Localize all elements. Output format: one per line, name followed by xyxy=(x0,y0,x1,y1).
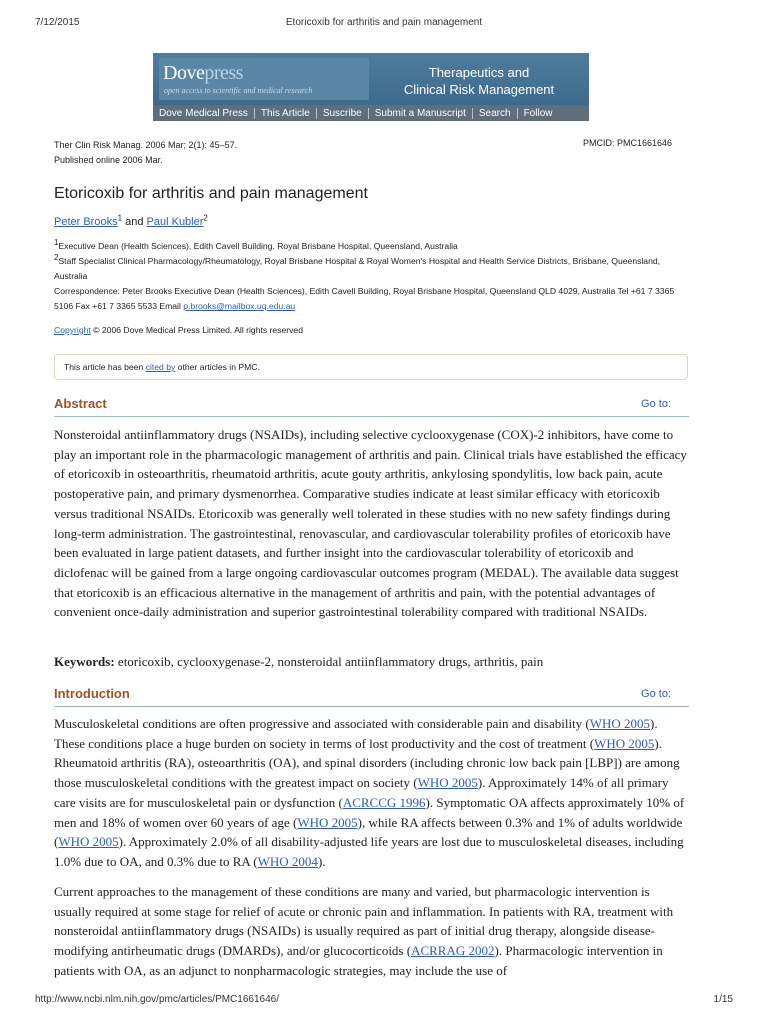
author-link-peter-brooks[interactable]: Peter Brooks xyxy=(54,216,118,228)
nav-subscribe[interactable]: Suscribe xyxy=(316,108,368,119)
cited-by-box: This article has been cited by other articles in PMC. xyxy=(54,354,688,380)
journal-name[interactable]: Therapeutics and Clinical Risk Management xyxy=(403,65,555,97)
correspondence: Correspondence: Peter Brooks Executive Dean (Health Sciences), Edith Cavell Building, Royal Brisbane Hospital, Queensland QLD 4029, Australia Tel +61 7 3365 5106 Fax +61 7 3365 5533 Email p.brooks@mailbox.uq.edu.au xyxy=(54,286,675,311)
keywords: Keywords: etoricoxib, cyclooxygenase-2, nonsteroidal antiinflammatory drugs, arthritis, pain xyxy=(54,654,544,669)
logo-dove: Dove xyxy=(163,62,205,84)
ref-link-who-2005[interactable]: WHO 2005 xyxy=(589,716,651,731)
article-title: Etoricoxib for arthritis and pain management xyxy=(54,185,368,202)
author-list: Peter Brooks$^1$ and Paul Kubler$^2$ xyxy=(54,213,208,228)
print-url: http://www.ncbi.nlm.nih.gov/pmc/articles/PMC1661646/ xyxy=(35,994,279,1005)
logo-press: press xyxy=(204,62,243,84)
affiliation-2: $^2$Staff Specialist Clinical Pharmacology/Rheumatology, Royal Brisbane Hospital & Royal Women's Hospital and Health Service Districts, Brisbane, Queensland, Australia xyxy=(54,253,661,281)
introduction-heading-bar xyxy=(54,686,689,707)
author-link-paul-kubler[interactable]: Paul Kubler xyxy=(146,216,204,228)
logo-tagline: open access to scientific and medical research xyxy=(164,86,313,95)
affiliations xyxy=(54,239,684,314)
ref-link-acrccg-1996[interactable]: ACRCCG 1996 xyxy=(342,794,426,810)
intro-paragraph-2: Current approaches to the management of these conditions are many and varied, but pharmacologic intervention is usually required at some stage for relief of acute or chronic pain and inflammation. In patients with RA, treatment with nonsteroidal antiinflammatory drugs (NSAIDs) is usually required as part of initial drug therapy, alongside disease-modifying antirheumatic drugs (DMARDs), and/or glucocorticoids (ACRRAG 2002). Pharmacologic intervention in patients with OA, as an adjunct to nonpharmacologic strategies, may include the use of xyxy=(54,884,674,978)
ref-link-who-2005[interactable]: WHO 2005 xyxy=(58,834,119,850)
dovepress-logo[interactable] xyxy=(159,58,369,100)
nav-this-article[interactable]: This Article xyxy=(254,108,316,119)
print-footer xyxy=(35,994,733,1008)
ref-link-who-2005[interactable]: WHO 2005 xyxy=(417,775,478,791)
nav-submit-manuscript[interactable]: Submit a Manuscript xyxy=(368,108,472,119)
abstract-text: Nonsteroidal antiinflammatory drugs (NSAIDs), including selective cyclooxygenase (COX)-2 inhibitors, have come to play an important role in the pharmacologic management of arthritis and pain. Clinical trials have established the efficacy of etoricoxib in osteoarthritis, rheumatoid arthritis, acute gouty arthritis, ankylosing spondylitis, low back pain, acute postoperative pain, and primary dysmenorrhea. Comparative studies indicate at least similar efficacy with etoricoxib versus traditional NSAIDs. Etoricoxib was generally well tolerated in these studies with no new safety findings during long-term administration. The gastrointestinal, renovascular, and cardiovascular tolerability profiles of etoricoxib have been evaluated in large patient datasets, and further insight into the cardiovascular tolerability of etoricoxib and diclofenac will be gained from a large ongoing cardiovascular outcomes program (MEDAL). The available data suggest that etoricoxib is an efficacious alternative in the management of arthritis and pain, with the potential advantages of convenient once-daily administration and superior gastrointestinal tolerability compared with traditional NSAIDs. xyxy=(54,427,687,620)
ref-link-who-2005[interactable]: WHO 2005 xyxy=(297,814,358,830)
ref-link-acrrag-2002[interactable]: ACRRAG 2002 xyxy=(411,943,495,959)
introduction-heading: Introduction xyxy=(54,686,130,701)
abstract-heading-bar xyxy=(54,396,689,417)
journal-nav xyxy=(153,105,589,121)
email-link[interactable]: p.brooks@mailbox.uq.edu.au xyxy=(183,301,296,311)
introduction-goto-link[interactable]: Go to: xyxy=(641,688,671,700)
abstract-heading: Abstract xyxy=(54,396,107,411)
nav-search[interactable]: Search xyxy=(472,108,517,119)
journal-banner xyxy=(153,53,589,121)
print-header xyxy=(35,17,733,31)
copyright-line: Copyright © 2006 Dove Medical Press Limited. All rights reserved xyxy=(54,325,303,335)
affiliation-1: $^1$Executive Dean (Health Sciences), Edith Cavell Building, Royal Brisbane Hospital, Queensland, Australia xyxy=(54,238,458,251)
nav-follow[interactable]: Follow xyxy=(517,108,559,119)
cited-by-link[interactable]: cited by xyxy=(145,362,176,372)
print-title: Etoricoxib for arthritis and pain management xyxy=(285,17,483,28)
intro-paragraph-1: Musculoskeletal conditions are often progressive and associated with considerable pain and disability (WHO 2005). These conditions place a huge burden on society in terms of lost productivity and the cost of treatment (WHO 2005). Rheumatoid arthritis (RA), osteoarthritis (OA), and spinal disorders (including chronic low back pain [LBP]) are among those musculoskeletal conditions with the greatest impact on society (WHO 2005). Approximately 14% of all primary care visits are for musculoskeletal pain or dysfunction (ACRCCG 1996). Symptomatic OA affects approximately 10% of men and 18% of women over 60 years of age (WHO 2005), while RA affects between 0.3% and 1% of adults worldwide (WHO 2005). Approximately 2.0% of all disability-adjusted life years are lost due to musculoskeletal diseases, including 1.0% due to OA, and 0.3% due to RA (WHO 2004). xyxy=(54,716,685,869)
citation-journal: Ther Clin Risk Manag. 2006 Mar; 2(1): 45–57. xyxy=(54,140,238,150)
abstract-goto-link[interactable]: Go to: xyxy=(641,398,671,410)
citation-published: Published online 2006 Mar. xyxy=(54,155,163,165)
nav-dove-medical-press[interactable]: Dove Medical Press xyxy=(159,107,248,119)
ref-link-who-2005[interactable]: WHO 2005 xyxy=(594,735,655,751)
print-date: 7/12/2015 xyxy=(35,17,80,28)
ref-link-who-2004[interactable]: WHO 2004 xyxy=(257,853,318,869)
copyright-link[interactable]: Copyright xyxy=(54,325,91,335)
print-page-number: 1/15 xyxy=(713,994,733,1005)
pmcid: PMCID: PMC1661646 xyxy=(583,138,673,148)
citation xyxy=(54,138,237,168)
